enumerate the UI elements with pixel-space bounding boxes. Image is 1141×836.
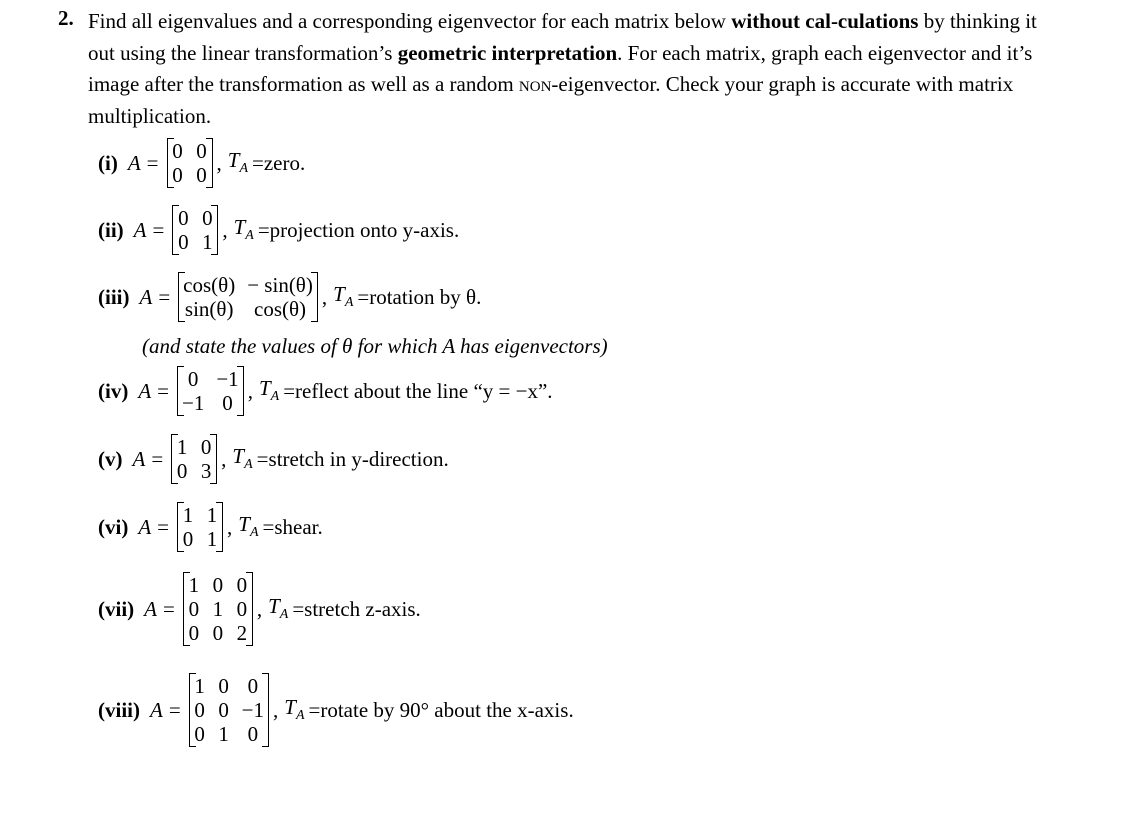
transformation-description: =shear. (262, 514, 323, 539)
matrix-entry: 1 (182, 503, 194, 527)
matrix-entry: sin(θ) (184, 297, 234, 321)
item-label: (v) (98, 446, 123, 471)
transformation-subscript: A (239, 161, 248, 177)
matrix-entry: cos(θ) (254, 297, 307, 321)
matrix (167, 138, 213, 188)
matrix-symbol: A (133, 217, 147, 242)
matrix-entry: 0 (218, 698, 229, 722)
intro-part-bold: without cal-culations (731, 9, 919, 33)
matrix-entry: 0 (172, 163, 183, 187)
transformation-description: =rotation by θ. (357, 284, 482, 309)
matrix-symbol: A (139, 284, 153, 309)
equals-sign: = (146, 150, 159, 175)
matrix-entry: 0 (218, 674, 229, 698)
matrix-entry: 1 (218, 722, 229, 746)
transformation-label (234, 215, 254, 244)
equals-sign: = (168, 697, 181, 722)
matrix-entry: 0 (178, 206, 189, 230)
equals-sign: = (157, 378, 169, 403)
intro-part-bold: geometric interpretation (397, 40, 618, 65)
item-label: (i) (98, 150, 118, 175)
matrix-entry: −1 (216, 367, 239, 391)
matrix (177, 366, 244, 416)
matrix-symbol: A (150, 697, 163, 722)
matrix-entry: −1 (182, 391, 205, 415)
equals-sign: = (152, 217, 165, 242)
comma: , (216, 150, 222, 175)
transformation-symbol: T (284, 695, 296, 720)
comma: , (256, 596, 263, 621)
matrix-entry: 0 (196, 139, 207, 163)
transformation-subscript: A (279, 607, 289, 623)
matrix-entry: cos(θ) (183, 273, 236, 297)
matrix-entry: 0 (194, 722, 205, 746)
comma: , (221, 446, 227, 471)
transformation-subscript: A (244, 457, 253, 473)
matrix-entry: 0 (187, 367, 199, 391)
matrix-item (98, 572, 421, 646)
transformation-symbol: T (333, 282, 345, 307)
transformation-label (333, 282, 353, 311)
matrix-entry: 0 (247, 722, 259, 746)
equals-sign: = (157, 514, 169, 539)
equals-sign: = (162, 596, 175, 621)
matrix (178, 272, 318, 322)
matrix-entry: 0 (178, 230, 189, 254)
matrix-item (98, 366, 553, 416)
item-label: (iv) (98, 378, 129, 403)
transformation-subscript: A (245, 228, 254, 244)
transformation-label (268, 594, 288, 623)
transformation-description: =reflect about the line “y = −x”. (283, 378, 553, 403)
matrix-entry: 1 (212, 597, 224, 621)
transformation-symbol: T (238, 512, 250, 537)
matrix-item (98, 205, 459, 255)
matrix-entry: 0 (188, 597, 200, 621)
matrix-symbol: A (132, 446, 146, 471)
intro-non: non (518, 72, 552, 96)
comma: , (273, 697, 279, 722)
matrix-symbol: A (127, 150, 141, 175)
matrix-entry: 0 (194, 698, 205, 722)
comma: , (227, 514, 233, 539)
transformation-subscript: A (295, 708, 305, 724)
comma: , (321, 284, 328, 309)
matrix-entry: 2 (236, 621, 248, 645)
matrix-entry: 0 (212, 621, 224, 645)
matrix-item (98, 272, 481, 322)
transformation-subscript: A (249, 525, 259, 541)
matrix-symbol: A (144, 596, 157, 621)
matrix-entry: 1 (202, 230, 213, 254)
matrix-item (98, 502, 323, 552)
matrix (183, 572, 253, 646)
transformation-description: =projection onto y-axis. (257, 217, 460, 242)
matrix-symbol: A (138, 378, 152, 403)
transformation-label (284, 695, 304, 724)
intro-part: . For each matrix, graph each eigenvector and it’s image after the transformation as well as a random (88, 40, 1033, 96)
equals-sign: = (158, 284, 171, 309)
transformation-symbol: T (232, 444, 245, 469)
matrix-item (98, 434, 449, 484)
item-label: (vi) (98, 514, 129, 539)
matrix-entry: 0 (236, 573, 248, 597)
problem-statement (58, 6, 1058, 132)
matrix-entry: − sin(θ) (247, 273, 313, 297)
transformation-symbol: T (258, 376, 271, 401)
matrix (177, 502, 223, 552)
transformation-description: =stretch z-axis. (292, 596, 421, 621)
matrix-entry: 0 (202, 206, 213, 230)
intro-part: Find all eigenvalues and a corresponding eigenvector for each matrix below (88, 9, 732, 33)
transformation-description: =rotate by 90° about the x-axis. (308, 697, 574, 722)
matrix (171, 434, 217, 484)
matrix-entry: 3 (200, 459, 212, 483)
matrix-entry: 1 (188, 573, 200, 597)
matrix-entry: −1 (241, 698, 265, 722)
matrix-entry: 0 (182, 527, 194, 551)
item-label: (vii) (98, 596, 135, 621)
item-note: (and state the values of θ for which A has eigenvectors) (142, 334, 608, 358)
intro-part: by thinking it out using the linear transformation’s (88, 9, 1037, 65)
matrix-entry: 1 (176, 435, 188, 459)
transformation-symbol: T (268, 594, 280, 619)
transformation-symbol: T (233, 215, 246, 240)
comma: , (222, 217, 228, 242)
matrix-entry: 1 (206, 503, 218, 527)
transformation-label (232, 444, 252, 473)
transformation-label (259, 376, 279, 405)
transformation-subscript: A (344, 295, 354, 311)
transformation-description: =zero. (252, 150, 306, 175)
problem-intro (88, 6, 1058, 132)
matrix-entry: 0 (200, 435, 212, 459)
matrix-entry: 0 (188, 621, 200, 645)
matrix (189, 673, 269, 747)
transformation-subscript: A (270, 389, 280, 405)
transformation-symbol: T (227, 148, 240, 173)
item-label: (iii) (98, 284, 130, 309)
matrix-entry: 0 (196, 163, 207, 187)
item-label: (viii) (98, 697, 140, 722)
matrix-entry: 0 (247, 674, 259, 698)
matrix-item (98, 673, 574, 747)
problem-number: 2. (58, 6, 74, 30)
matrix-entry: 1 (206, 527, 218, 551)
matrix-symbol: A (138, 514, 152, 539)
equals-sign: = (151, 446, 164, 471)
matrix-entry: 0 (212, 573, 224, 597)
matrix-entry: 0 (176, 459, 188, 483)
transformation-description: =stretch in y-direction. (256, 446, 449, 471)
transformation-label (228, 148, 248, 177)
matrix-entry: 0 (172, 139, 183, 163)
comma: , (247, 378, 253, 403)
matrix-entry: 0 (222, 391, 233, 415)
item-label: (ii) (98, 217, 124, 242)
matrix (172, 205, 218, 255)
transformation-label (238, 512, 258, 541)
matrix-entry: 0 (236, 597, 248, 621)
matrix-item (98, 138, 305, 188)
matrix-entry: 1 (194, 674, 205, 698)
intro-end: -eigenvector. Check your graph is accurate with matrix multiplication. (88, 72, 1014, 128)
